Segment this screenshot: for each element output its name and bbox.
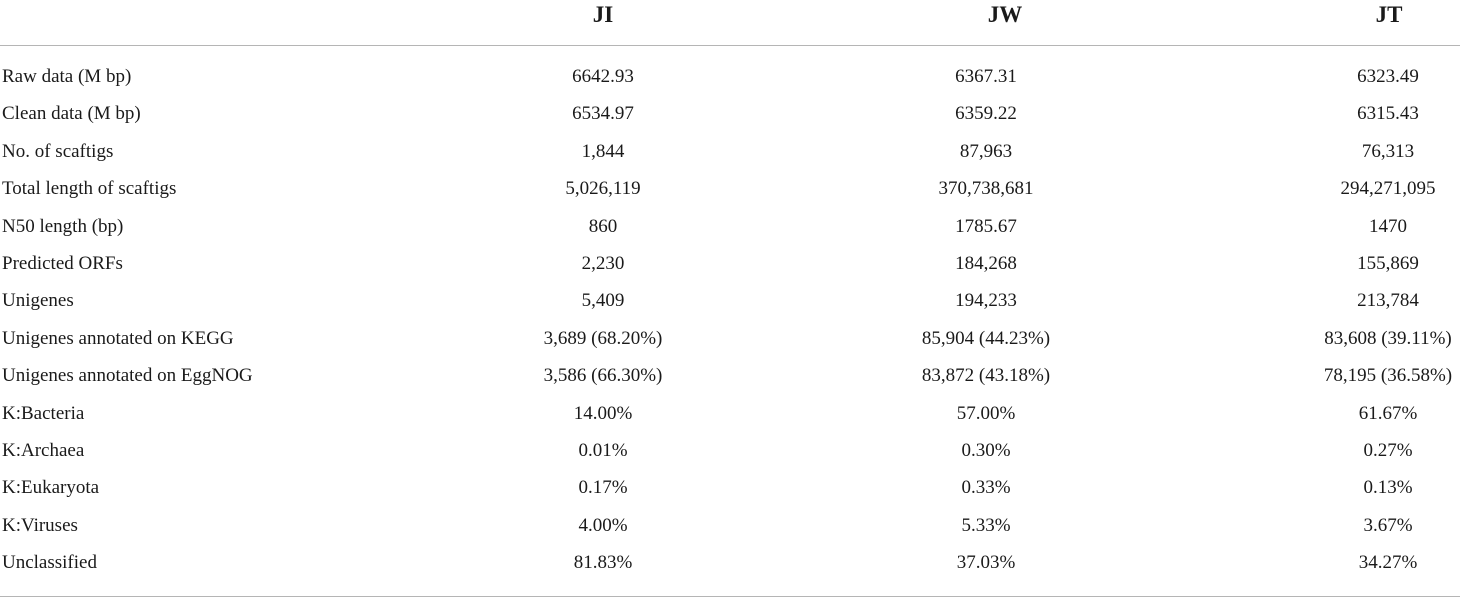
- table-cell: 76,313: [1361, 140, 1415, 162]
- row-label: Unigenes annotated on KEGG: [2, 327, 234, 349]
- table-cell: 5,409: [581, 290, 625, 312]
- table-cell: 6359.22: [955, 103, 1017, 125]
- row-label: Unclassified: [2, 552, 97, 574]
- table-cell: 6315.43: [1357, 103, 1419, 125]
- table-cell: 155,869: [1357, 252, 1419, 274]
- table-row: [0, 133, 1460, 170]
- table-cell: 78,195 (36.58%): [1323, 365, 1453, 387]
- row-label: K:Bacteria: [2, 402, 85, 424]
- row-label: Raw data (M bp): [2, 66, 132, 87]
- table-cell: 4.00%: [578, 514, 628, 536]
- table-cell: 5,026,119: [565, 178, 641, 200]
- column-header-jt: JT: [1375, 2, 1403, 27]
- table-row: [0, 469, 1460, 506]
- table-row: [0, 282, 1460, 319]
- table-cell: 6367.31: [955, 66, 1017, 87]
- table-row: [0, 357, 1460, 394]
- table-cell: 61.67%: [1358, 402, 1418, 424]
- table-header-row: [0, 0, 1460, 46]
- table-cell: 37.03%: [956, 552, 1016, 574]
- column-header-ji: JI: [592, 2, 614, 27]
- table-cell: 6642.93: [572, 66, 634, 87]
- table-body: [0, 58, 1460, 581]
- table-cell: 294,271,095: [1340, 178, 1436, 200]
- table-cell: 2,230: [581, 252, 625, 274]
- row-label: Clean data (M bp): [2, 103, 141, 125]
- row-label: No. of scaftigs: [2, 140, 114, 162]
- table-cell: 1785.67: [955, 215, 1017, 237]
- table-cell: 3,586 (66.30%): [543, 365, 663, 387]
- table-cell: 57.00%: [956, 402, 1016, 424]
- table-cell: 5.33%: [961, 514, 1011, 536]
- table-row: [0, 95, 1460, 132]
- table-cell: 34.27%: [1358, 552, 1418, 574]
- row-label: Unigenes: [2, 290, 74, 312]
- table-cell: 194,233: [955, 290, 1017, 312]
- row-label: K:Eukaryota: [2, 477, 100, 499]
- table-cell: 370,738,681: [938, 178, 1034, 200]
- table-cell: 81.83%: [573, 552, 633, 574]
- table-row: [0, 245, 1460, 282]
- table-row: [0, 507, 1460, 544]
- row-label: Unigenes annotated on EggNOG: [2, 365, 253, 387]
- table-row: [0, 208, 1460, 245]
- table-cell: 6534.97: [572, 103, 634, 125]
- table-cell: 0.13%: [1363, 477, 1413, 499]
- table-cell: 6323.49: [1357, 66, 1419, 87]
- table-cell: 1470: [1369, 215, 1407, 237]
- row-label: Total length of scaftigs: [2, 178, 177, 200]
- table-cell: 83,872 (43.18%): [921, 365, 1051, 387]
- table-cell: 0.27%: [1363, 439, 1413, 461]
- table-cell: 1,844: [581, 140, 625, 162]
- table-cell: 860: [588, 215, 618, 237]
- table-cell: 0.30%: [961, 439, 1011, 461]
- table-cell: 3,689 (68.20%): [543, 327, 663, 349]
- column-header-jw: JW: [987, 2, 1023, 27]
- table-cell: 184,268: [955, 252, 1017, 274]
- table-cell: 14.00%: [573, 402, 633, 424]
- table-cell: 0.33%: [961, 477, 1011, 499]
- row-label: K:Archaea: [2, 439, 85, 461]
- table-row: [0, 395, 1460, 432]
- table-bottom-rule: [0, 596, 1460, 597]
- row-label: Predicted ORFs: [2, 252, 123, 274]
- table-cell: 213,784: [1357, 290, 1419, 312]
- table-row: [0, 432, 1460, 469]
- table-cell: 3.67%: [1363, 514, 1413, 536]
- table-cell: 87,963: [959, 140, 1013, 162]
- table-cell: 83,608 (39.11%): [1324, 327, 1452, 349]
- table-row: [0, 58, 1460, 95]
- table-row: [0, 170, 1460, 207]
- table-cell: 85,904 (44.23%): [921, 327, 1051, 349]
- row-label: K:Viruses: [2, 514, 78, 536]
- row-label: N50 length (bp): [2, 215, 124, 237]
- table-cell: 0.01%: [578, 439, 628, 461]
- table-row: [0, 320, 1460, 357]
- table-row: [0, 544, 1460, 581]
- table-cell: 0.17%: [578, 477, 628, 499]
